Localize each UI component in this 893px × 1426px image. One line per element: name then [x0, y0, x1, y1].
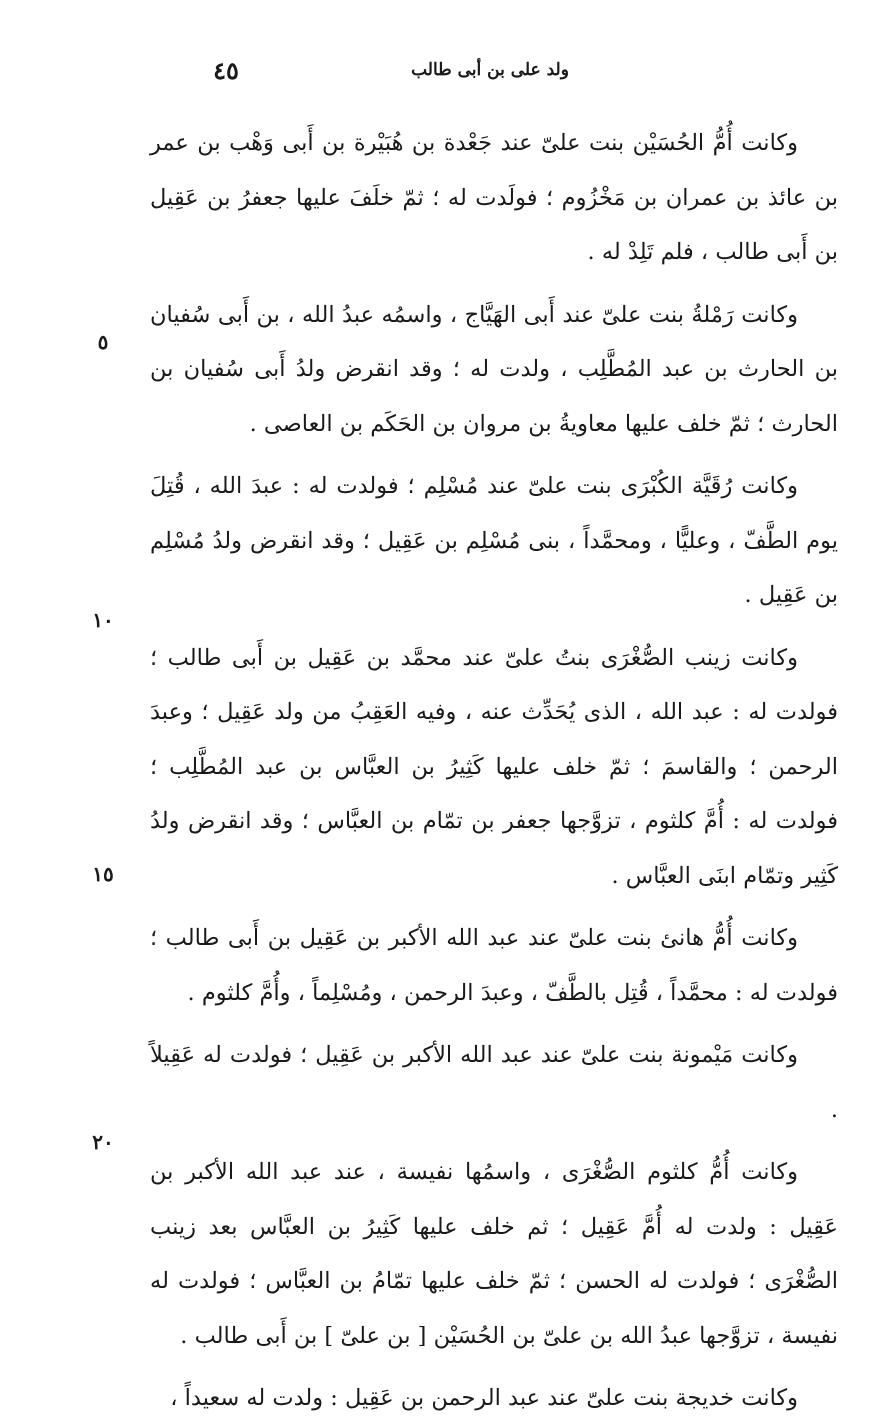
margin-line-number: ٥ — [97, 330, 109, 354]
paragraph: وكانت أُمُّ الحُسَيْن بنت علىّ عند جَعْدة بن هُبَيْرة بن أَبى وَهْب بن عمر بن عائذ بن عمران بن مَخْزُوم ؛ فولَدت له ؛ ثمّ خلَفَ عليها جعفرُ بن عَقِيل بن أَبى طالب ، فلم تَلِدْ له . — [150, 130, 838, 265]
main-text — [150, 116, 838, 1426]
margin-line-number: ١٥ — [92, 862, 114, 886]
margin-line-number: ١٠ — [92, 608, 114, 632]
paragraph: وكانت زينب الصُّغْرَى بنتُ علىّ عند محمَّد بن عَقِيل بن أَبى طالب ؛ فولدت له : عبد الله ، الذى يُحَدِّث عنه ، وفيه العَقِبُ من ولد عَقِيل ؛ وعبدَ الرحمن ؛ والقاسمَ ؛ ثمّ خلف عليها كَثِيرُ بن العبَّاس بن عبد المُطَّلِب ؛ فولدت له : أُمَّ كلثوم ، تزوَّجها جعفر بن تمّام بن العبَّاس ؛ وقد انقرض ولدُ كَثِير وتمّام ابنَى العبَّاس . — [150, 644, 838, 889]
page-number: ٤٥ — [213, 56, 239, 85]
paragraph: وكانت خديجة بنت علىّ عند عبد الرحمن بن عَقِيل : ولدت له سعيداً ، — [170, 1385, 798, 1411]
paragraph: وكانت رَمْلةُ بنت علىّ عند أَبى الهَيَّاج ، واسمُه عبدُ الله ، بن أَبى سُفيان بن الحارث بن عبد المُطَّلِب ، ولدت له ؛ وقد انقرض ولدُ أَبى سُفيان بن الحارث ؛ ثمّ خلف عليها معاويةُ بن مروان بن الحَكَم بن العاصى . — [150, 301, 838, 437]
paragraph: وكانت أُمُّ هانئ بنت علىّ عند عبد الله الأكبر بن عَقِيل بن أَبى طالب ؛ فولدت له : محمَّداً ، قُتِل بالطَّفّ ، وعبدَ الرحمن ، ومُسْلِماً ، وأُمَّ كلثوم . — [150, 925, 838, 1006]
margin-line-number: ٢٠ — [92, 1130, 114, 1154]
paragraph: وكانت رُقَيَّة الكُبْرَى بنت علىّ عند مُسْلِم ؛ فولدت له : عبدَ الله ، قُتِلَ يوم الطَّفّ ، وعليًّا ، ومحمَّداً ، بنى مُسْلِم بن عَقِيل ؛ وقد انقرض ولدُ مُسْلِم بن عَقِيل . — [150, 473, 838, 608]
paragraph: وكانت أُمُّ كلثوم الصُّغْرَى ، واسمُها نفيسة ، عند عبد الله الأكبر بن عَقِيل : ولدت له أُمَّ عَقِيل ؛ ثم خلف عليها كَثِيرُ بن العبَّاس بعد زينب الصُّغْرَى ؛ فولدت له الحسن ؛ ثمّ خلف عليها تمّامُ بن العبَّاس ؛ فولدت له نفيسة ، تزوَّجها عبدُ الله بن علىّ بن الحُسَيْن [ بن علىّ ] بن أَبى طالب . — [150, 1159, 838, 1349]
running-title: ولد على بن أبى طالب — [411, 60, 569, 80]
paragraph: وكانت مَيْمونة بنت علىّ عند عبد الله الأكبر بن عَقِيل ؛ فولدت له عَقِيلاً . — [150, 1042, 838, 1123]
